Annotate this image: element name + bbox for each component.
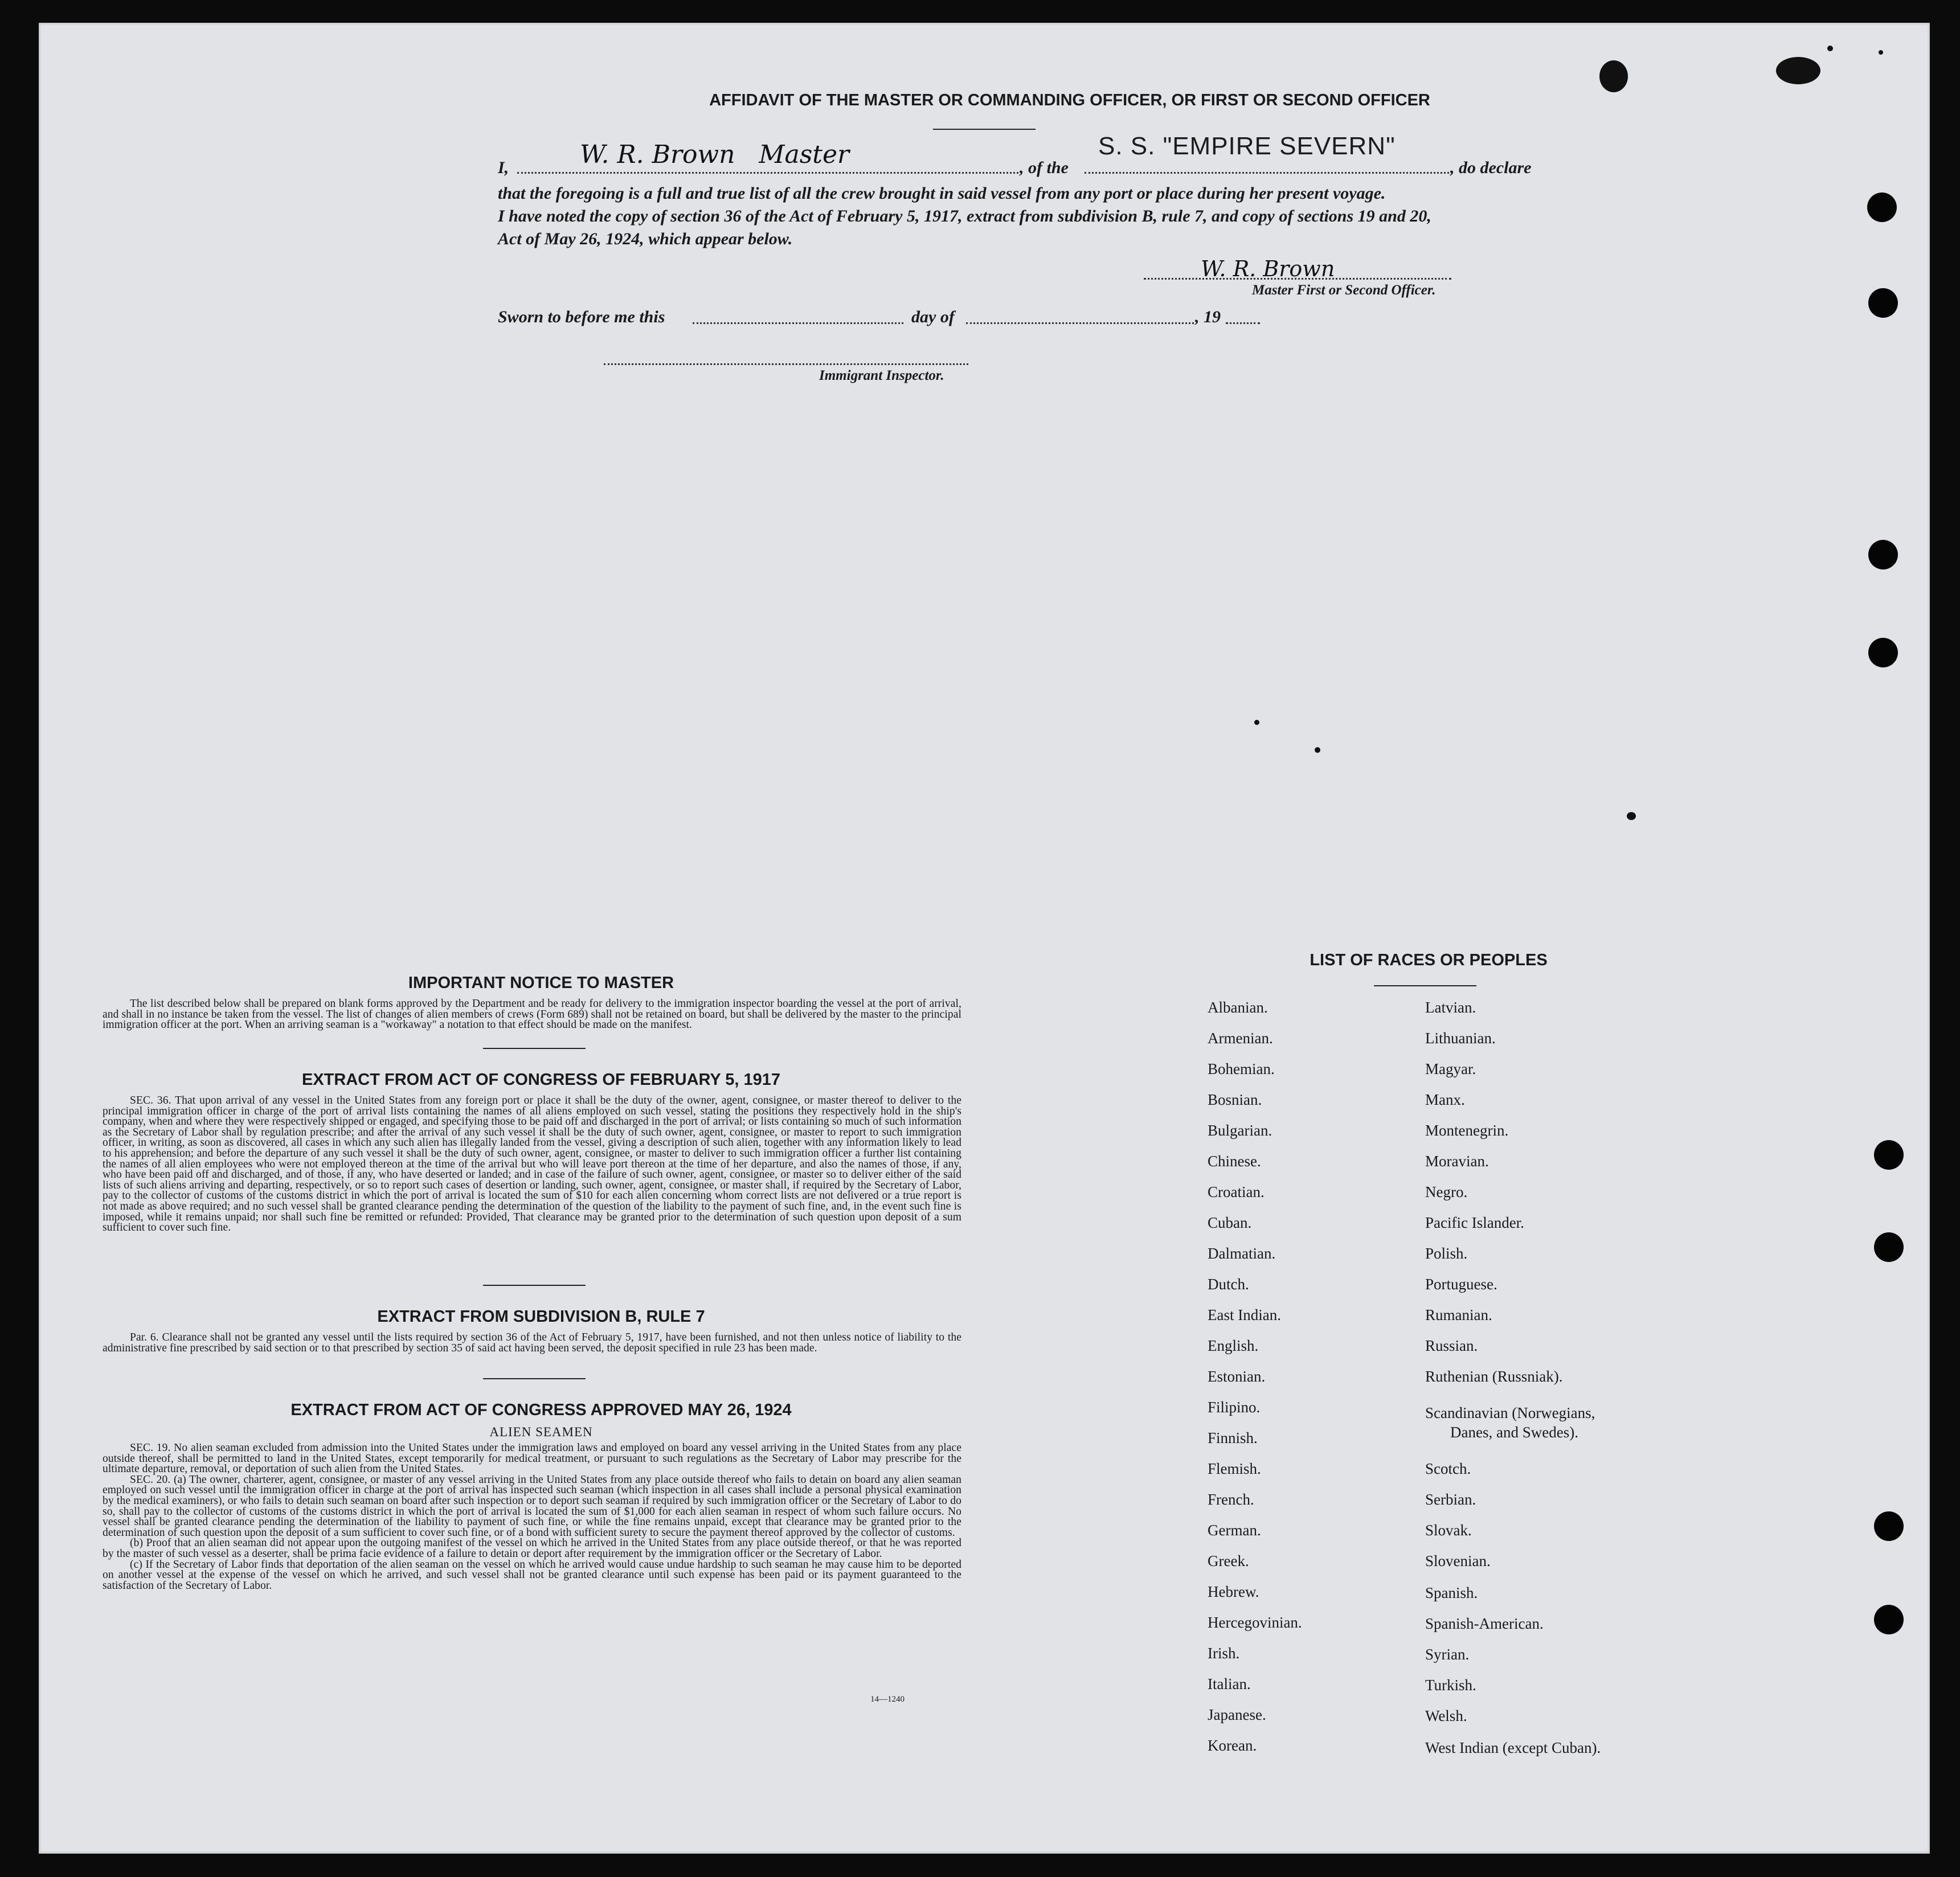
do-declare-label: , do declare [1450, 158, 1532, 177]
vessel-dotted-line [1085, 172, 1449, 174]
title-divider [933, 129, 1036, 130]
sworn-day-dotted-line [693, 322, 903, 324]
race-item: Irish. [1208, 1645, 1240, 1662]
sec19-paragraph: SEC. 19. No alien seaman excluded from admission into the United States under the immigration laws and employed on board any vessel arriving in the United States from any place outside thereof, shall be permitted to land in the United States, except temporarily for medical treatment, or pursuant to such regulations as the Secretary of Labor may prescribe for the ultimate departure, removal, or deportation of such alien from the United States. [103, 1442, 961, 1476]
extract-1917-body: SEC. 36. That upon arrival of any vessel in the United States from any foreign port or place it shall be the duty of the owner, agent, consignee, or master thereof to deliver to the principal immigration officer in charge of the port of arrival lists containing the names of all aliens employed on such vessel, stating the positions they respectively hold in the ship's company, when and where they were respectively shipped or engaged, and specifying those to be paid off and discharged in the port of arrival; or lists containing so much of such information as the Secretary of Labor shall by regulation prescribe; and after the arrival of any such vessel it shall be the duty of such owner, agent, consignee, or master to report to such immigration officer, in writing, as soon as discovered, all cases in which any such alien has illegally landed from the vessel, giving a description of such alien, together with any information likely to lead to his apprehension; and before the departure of any such vessel it shall be the duty of such owner, agent, consignee, or master to deliver to such immigration officer a further list containing the names of all alien employees who were not employed thereon at the time of the arrival but who will leave port thereon at the time of her departure, and also the names of those, if any, who have been paid off and discharged, and of those, if any, who have deserted or landed; and in case of the failure of such owner, agent, consignee, or master so to deliver either of the said lists of such aliens arriving and departing, respectively, or so to report such cases of desertion or landing, such owner, agent, consignee, or master shall, if required by the Secretary of Labor, pay to the collector of customs of the customs district in which the port of arrival is located the sum of $10 for each alien concerning whom correct lists are not delivered or a true report is not made as above required; and no such vessel shall be granted clearance pending the determination of the question of the liability to the payment of such fine, and, in the event such fine is imposed, while it remains unpaid; nor shall such fine be remitted or refunded: Provided, That clearance may be granted prior to the determination of such question upon deposit of a sum sufficient to cover such fine. [103, 1095, 961, 1234]
race-item: Filipino. [1208, 1399, 1261, 1416]
race-item: Manx. [1425, 1091, 1465, 1108]
race-item: Dalmatian. [1208, 1245, 1276, 1262]
race-item: Syrian. [1425, 1646, 1470, 1663]
master-signature: W. R. Brown [1201, 256, 1335, 281]
races-right-column [1425, 999, 1744, 1785]
extract-1924-title: EXTRACT FROM ACT OF CONGRESS APPROVED MAY 26, 1924 [290, 1401, 792, 1419]
race-item: Latvian. [1425, 999, 1476, 1016]
races-title: LIST OF RACES OR PEOPLES [1310, 951, 1548, 969]
race-item: Welsh. [1425, 1707, 1467, 1724]
race-item: Finnish. [1208, 1429, 1258, 1446]
race-item: Montenegrin. [1425, 1122, 1509, 1139]
race-item: East Indian. [1208, 1306, 1281, 1323]
race-item: Moravian. [1425, 1153, 1489, 1170]
race-item: Negro. [1425, 1183, 1468, 1200]
signature-caption: Master First or Second Officer. [1252, 282, 1436, 298]
race-item: Slovenian. [1425, 1552, 1491, 1569]
sec20c-paragraph: (c) If the Secretary of Labor finds that deportation of the alien seaman on the vessel on which he arrived would cause undue hardship to such seaman he may cause him to be deported on another vessel at the expense of the vessel on which he arrived, and such vessel shall not be granted clearance until such expense has been paid or its payment guaranteed to the satisfaction of the Secretary of Labor. [103, 1558, 961, 1592]
race-item: Bulgarian. [1208, 1122, 1272, 1139]
extract-1917-divider [483, 1285, 586, 1286]
race-item: Italian. [1208, 1675, 1251, 1692]
race-item: Slovak. [1425, 1522, 1472, 1539]
ink-speck [1827, 46, 1833, 51]
race-item: Russian. [1425, 1337, 1478, 1354]
race-item: Ruthenian (Russniak). [1425, 1368, 1563, 1385]
form-number: 14—1240 [870, 1695, 905, 1704]
race-item: Korean. [1208, 1737, 1257, 1754]
race-item: Albanian. [1208, 999, 1268, 1016]
race-item: German. [1208, 1522, 1261, 1539]
vessel-name: S. S. "EMPIRE SEVERN" [1098, 132, 1396, 160]
punch-hole [1874, 1605, 1904, 1634]
race-item: English. [1208, 1337, 1259, 1354]
declaration-line-1: that the foregoing is a full and true list of all the crew brought in said vessel from any port or place during her present voyage. [498, 184, 1386, 203]
extract-1924-body [103, 1443, 961, 1591]
ink-blot [1776, 57, 1820, 84]
race-item: Bohemian. [1208, 1060, 1275, 1077]
ink-speck [1879, 50, 1883, 55]
punch-hole [1874, 1140, 1904, 1170]
extract-rule7-title: EXTRACT FROM SUBDIVISION B, RULE 7 [377, 1308, 705, 1326]
name-dotted-line [517, 172, 1018, 174]
handwritten-master-name: W. R. Brown Master [580, 140, 850, 169]
punch-hole [1868, 288, 1898, 318]
declaration-line-3: Act of May 26, 1924, which appear below. [498, 229, 793, 248]
of-the-label: , of the [1020, 158, 1069, 177]
races-divider [1374, 985, 1476, 986]
race-item: Magyar. [1425, 1060, 1476, 1077]
notice-body: The list described below shall be prepared on blank forms approved by the Department and be ready for delivery to the immigration inspector boarding the vessel at the port of arrival, and shall in no instance be taken from the vessel. The list of changes of alien members of crews (Form 689) shall not be retained on board, but shall be delivered by the master to the principal immigration officer at the port. When an arriving seaman is a "workaway" a notation to that effect should be made on the manifest. [103, 998, 961, 1031]
day-of-label: day of [911, 308, 955, 326]
race-item: Greek. [1208, 1552, 1249, 1569]
punch-hole [1868, 638, 1898, 667]
race-item: Japanese. [1208, 1706, 1266, 1723]
sworn-label: Sworn to before me this [498, 308, 665, 326]
race-item: Scandinavian (Norwegians, [1425, 1404, 1595, 1421]
sec20a-paragraph: SEC. 20. (a) The owner, charterer, agent, consignee, or master of any vessel arriving in the United States from any place outside thereof who fails to detain on board any alien seaman employed on such vessel until the immigration officer in charge at the port of arrival has inspected such seaman (which inspection in all cases shall include a personal physical examination by the medical examiners), or who fails to detain such seaman on board after such inspection or to deport such seaman if required by such immigration officer or the Secretary of Labor to do so, shall pay to the collector of customs of the customs district in which the port of arrival is located the sum of $1,000 for each alien seaman in respect of whom such failure occurs. No vessel shall be granted clearance pending the determination of the liability to payment of such fine, or while the fine remains unpaid, except that clearance may be granted prior to the determination of such question upon the deposit of a sum sufficient to cover such fine, or of a bond with sufficient surety to secure the payment thereof approved by the collector of customs. [103, 1473, 961, 1539]
ink-speck [1254, 720, 1259, 725]
race-item: Bosnian. [1208, 1091, 1262, 1108]
ink-speck [1627, 812, 1636, 820]
notice-title: IMPORTANT NOTICE TO MASTER [408, 974, 674, 992]
punch-hole [1868, 540, 1898, 569]
race-item: Portuguese. [1425, 1276, 1497, 1293]
race-item: Polish. [1425, 1245, 1468, 1262]
declaration-text [498, 182, 1637, 251]
race-item: Croatian. [1208, 1183, 1265, 1200]
race-item: West Indian (except Cuban). [1425, 1739, 1601, 1756]
race-item: Cuban. [1208, 1214, 1252, 1231]
race-item-continued: Danes, and Swedes). [1450, 1424, 1578, 1441]
race-item: Flemish. [1208, 1460, 1261, 1477]
punch-hole [1867, 192, 1897, 222]
affidavit-title: AFFIDAVIT OF THE MASTER OR COMMANDING OFFICER, OR FIRST OR SECOND OFFICER [709, 91, 1430, 109]
races-left-column [1208, 999, 1424, 1773]
year-prefix: , 19 [1195, 308, 1221, 326]
punch-hole [1874, 1232, 1904, 1262]
extract-rule7-body: Par. 6. Clearance shall not be granted any vessel until the lists required by section 36 of the Act of February 5, 1917, have been furnished, and not then unless notice of liability to the administrative fine prescribed by said section or to that prescribed by section 35 of said act having been served, the deposit specified in rule 23 has been made. [103, 1331, 961, 1354]
race-item: Pacific Islander. [1425, 1214, 1524, 1231]
race-item: Dutch. [1208, 1276, 1249, 1293]
document-page [39, 23, 1930, 1854]
race-item: French. [1208, 1491, 1254, 1508]
extract-1924-subtitle: ALIEN SEAMEN [489, 1425, 593, 1439]
race-item: Estonian. [1208, 1368, 1266, 1385]
year-dotted-line [1226, 322, 1260, 324]
race-item: Spanish-American. [1425, 1615, 1544, 1632]
race-item: Rumanian. [1425, 1306, 1492, 1323]
ink-speck [1315, 747, 1320, 753]
race-item: Hercegovinian. [1208, 1614, 1302, 1631]
sec20b-paragraph: (b) Proof that an alien seaman did not appear upon the outgoing manifest of the vessel on which he arrived in the United States from any place outside thereof, or that he was reported by the master of such vessel as a deserter, shall be prima facie evidence of a failure to detain or deport after requirement by the immigration officer or the Secretary of Labor. [103, 1537, 961, 1560]
race-item: Chinese. [1208, 1153, 1261, 1170]
race-item: Scotch. [1425, 1460, 1471, 1477]
sworn-month-dotted-line [966, 322, 1194, 324]
extract-1917-title: EXTRACT FROM ACT OF CONGRESS OF FEBRUARY 5, 1917 [301, 1071, 781, 1089]
race-item: Armenian. [1208, 1030, 1273, 1047]
ink-blot [1599, 60, 1628, 92]
punch-hole [1874, 1511, 1904, 1541]
declaration-line-2: I have noted the copy of section 36 of the Act of February 5, 1917, extract from subdivision B, rule 7, and copy of sections 19 and 20, [498, 207, 1431, 226]
race-item: Lithuanian. [1425, 1030, 1496, 1047]
race-item: Serbian. [1425, 1491, 1476, 1508]
race-item: Spanish. [1425, 1584, 1478, 1601]
race-item: Turkish. [1425, 1677, 1476, 1694]
inspector-caption: Immigrant Inspector. [819, 368, 944, 383]
inspector-dotted-line [604, 363, 968, 365]
pronoun-label: I, [498, 158, 509, 177]
race-item: Hebrew. [1208, 1583, 1259, 1600]
extract-rule7-divider [483, 1378, 586, 1379]
notice-divider [483, 1048, 586, 1049]
